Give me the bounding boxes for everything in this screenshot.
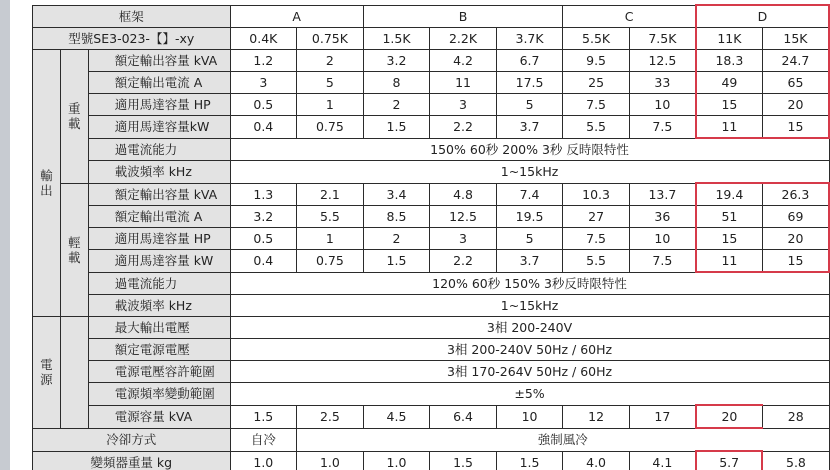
value-cell: 5: [297, 72, 364, 94]
value-cell: 1.0: [230, 451, 297, 470]
value-cell: 0.5: [230, 94, 297, 116]
value-cell: 4.1: [629, 451, 696, 470]
row-label: 適用馬達容量 HP: [88, 94, 230, 116]
value-cell: 1: [297, 228, 364, 250]
merged-value: ±5%: [230, 383, 829, 406]
row-label: 額定輸出電流 A: [88, 206, 230, 228]
merged-value: 3相 200-240V 50Hz / 60Hz: [230, 339, 829, 361]
value-cell: 8: [363, 72, 430, 94]
value-cell: 5.7: [696, 451, 763, 470]
value-cell: 19.5: [496, 206, 563, 228]
value-cell: 33: [629, 72, 696, 94]
value-cell: 36: [629, 206, 696, 228]
table-row: [33, 428, 830, 451]
value-cell: 15: [696, 94, 763, 116]
value-cell: 1.5: [430, 451, 497, 470]
value-cell: 1.5: [230, 405, 297, 428]
frame-label: 框架: [33, 5, 231, 28]
table-row: [33, 138, 830, 161]
value-cell: 18.3: [696, 50, 763, 72]
value-cell: 7.5: [629, 250, 696, 273]
value-cell: 8.5: [363, 206, 430, 228]
table-row: [33, 72, 830, 94]
model-cell: 1.5K: [363, 28, 430, 50]
merged-value: 120% 60秒 150% 3秒反時限特性: [230, 272, 829, 295]
value-cell: 2.2: [430, 250, 497, 273]
model-cell: 0.4K: [230, 28, 297, 50]
value-cell: 12.5: [430, 206, 497, 228]
value-cell: 1: [297, 94, 364, 116]
row-label: 額定輸出電流 A: [88, 72, 230, 94]
row-label: 電源容量 kVA: [88, 405, 230, 428]
value-cell: 10: [629, 94, 696, 116]
row-label: 最大輸出電壓: [88, 317, 230, 339]
value-cell: 10: [629, 228, 696, 250]
value-cell: 7.5: [629, 116, 696, 139]
vertical-label-char: 源: [40, 372, 53, 388]
value-cell: 1.5: [363, 250, 430, 273]
value-cell: 6.4: [430, 405, 497, 428]
vertical-label-char: 輸: [40, 168, 53, 183]
table-row: [33, 451, 830, 470]
value-cell: 0.5: [230, 228, 297, 250]
value-cell: 12.5: [629, 50, 696, 72]
row-label: 額定輸出容量 kVA: [88, 183, 230, 206]
value-cell: 1.3: [230, 183, 297, 206]
merged-value: 3相 200-240V: [230, 317, 829, 339]
spec-table: [32, 4, 830, 470]
row-label: 過電流能力: [88, 272, 230, 295]
value-cell: 13.7: [629, 183, 696, 206]
value-cell: 3.7: [496, 250, 563, 273]
value-cell: 49: [696, 72, 763, 94]
row-label: 適用馬達容量 HP: [88, 228, 230, 250]
value-cell: 27: [563, 206, 630, 228]
value-cell: 1.0: [297, 451, 364, 470]
row-label: 載波頻率 kHz: [88, 295, 230, 317]
row-label: 適用馬達容量kW: [88, 116, 230, 139]
value-cell: 12: [563, 405, 630, 428]
value-cell: 11: [696, 116, 763, 139]
table-row: [33, 295, 830, 317]
model-cell: 0.75K: [297, 28, 364, 50]
cooling-forced: 強制風冷: [297, 428, 829, 451]
vertical-label-char: 載: [68, 249, 81, 265]
value-cell: 0.4: [230, 250, 297, 273]
value-cell: 2.2: [430, 116, 497, 139]
value-cell: 4.0: [563, 451, 630, 470]
table-row: [33, 339, 830, 361]
model-cell: 5.5K: [563, 28, 630, 50]
value-cell: 26.3: [762, 183, 829, 206]
value-cell: 11: [696, 250, 763, 273]
table-row: [33, 94, 830, 116]
merged-value: 1~15kHz: [230, 161, 829, 184]
table-row: [33, 228, 830, 250]
merged-value: 1~15kHz: [230, 295, 829, 317]
cooling-label: 冷卻方式: [33, 428, 231, 451]
weight-label: 變頻器重量 kg: [33, 451, 231, 470]
value-cell: 24.7: [762, 50, 829, 72]
table-row: [33, 317, 830, 339]
value-cell: 2: [297, 50, 364, 72]
value-cell: 17: [629, 405, 696, 428]
value-cell: 1.2: [230, 50, 297, 72]
table-row: [33, 50, 830, 72]
value-cell: 4.2: [430, 50, 497, 72]
value-cell: 20: [696, 405, 763, 428]
table-row: [33, 206, 830, 228]
vertical-label-char: 重: [68, 101, 81, 117]
value-cell: 0.75: [297, 250, 364, 273]
value-cell: 5.8: [762, 451, 829, 470]
value-cell: 5: [496, 94, 563, 116]
value-cell: 5.5: [297, 206, 364, 228]
vertical-label-char: 出: [40, 183, 53, 198]
vertical-label-char: 電: [40, 357, 53, 373]
row-label: 額定電源電壓: [88, 339, 230, 361]
value-cell: 2: [363, 228, 430, 250]
value-cell: 5: [496, 228, 563, 250]
value-cell: 7.5: [563, 228, 630, 250]
model-cell: 15K: [762, 28, 829, 50]
model-row: [33, 28, 830, 50]
value-cell: 15: [762, 116, 829, 139]
light-duty-label: [60, 183, 88, 317]
value-cell: 2.5: [297, 405, 364, 428]
value-cell: 3: [430, 94, 497, 116]
vertical-label-char: 載: [68, 116, 81, 132]
power-subsection-blank: [60, 317, 88, 429]
value-cell: 1.0: [363, 451, 430, 470]
frame-group-b: B: [363, 5, 563, 28]
value-cell: 51: [696, 206, 763, 228]
value-cell: 15: [696, 228, 763, 250]
value-cell: 20: [762, 228, 829, 250]
value-cell: 10.3: [563, 183, 630, 206]
value-cell: 3: [230, 72, 297, 94]
value-cell: 11: [430, 72, 497, 94]
value-cell: 5.5: [563, 250, 630, 273]
value-cell: 65: [762, 72, 829, 94]
frame-group-a: A: [230, 5, 363, 28]
vertical-label-char: 輕: [68, 234, 81, 250]
row-label: 過電流能力: [88, 138, 230, 161]
value-cell: 6.7: [496, 50, 563, 72]
value-cell: 0.4: [230, 116, 297, 139]
value-cell: 5.5: [563, 116, 630, 139]
value-cell: 3.4: [363, 183, 430, 206]
value-cell: 2.1: [297, 183, 364, 206]
model-cell: 2.2K: [430, 28, 497, 50]
value-cell: 7.4: [496, 183, 563, 206]
table-row: [33, 272, 830, 295]
value-cell: 28: [762, 405, 829, 428]
value-cell: 0.75: [297, 116, 364, 139]
value-cell: 3.2: [363, 50, 430, 72]
model-cell: 11K: [696, 28, 763, 50]
value-cell: 1.5: [363, 116, 430, 139]
value-cell: 17.5: [496, 72, 563, 94]
frame-group-c: C: [563, 5, 696, 28]
value-cell: 4.8: [430, 183, 497, 206]
value-cell: 19.4: [696, 183, 763, 206]
value-cell: 9.5: [563, 50, 630, 72]
row-label: 電源頻率變動範圍: [88, 383, 230, 406]
table-row: [33, 250, 830, 273]
table-row: [33, 405, 830, 428]
power-section-label: [33, 317, 61, 429]
value-cell: 2: [363, 94, 430, 116]
value-cell: 3.7: [496, 116, 563, 139]
model-cell: 3.7K: [496, 28, 563, 50]
spec-sheet: [10, 0, 830, 470]
value-cell: 69: [762, 206, 829, 228]
frame-row: [33, 5, 830, 28]
merged-value: 3相 170-264V 50Hz / 60Hz: [230, 361, 829, 383]
value-cell: 10: [496, 405, 563, 428]
row-label: 載波頻率 kHz: [88, 161, 230, 184]
table-row: [33, 116, 830, 139]
value-cell: 7.5: [563, 94, 630, 116]
cooling-self: 自冷: [230, 428, 297, 451]
table-row: [33, 383, 830, 406]
heavy-duty-label: [60, 50, 88, 184]
row-label: 適用馬達容量 kW: [88, 250, 230, 273]
table-row: [33, 161, 830, 184]
table-row: [33, 361, 830, 383]
merged-value: 150% 60秒 200% 3秒 反時限特性: [230, 138, 829, 161]
output-section-label: [33, 50, 61, 317]
value-cell: 4.5: [363, 405, 430, 428]
value-cell: 3: [430, 228, 497, 250]
value-cell: 3.2: [230, 206, 297, 228]
table-row: [33, 183, 830, 206]
row-label: 額定輸出容量 kVA: [88, 50, 230, 72]
value-cell: 25: [563, 72, 630, 94]
frame-group-d: D: [696, 5, 829, 28]
model-cell: 7.5K: [629, 28, 696, 50]
value-cell: 20: [762, 94, 829, 116]
row-label: 電源電壓容許範圍: [88, 361, 230, 383]
value-cell: 15: [762, 250, 829, 273]
model-label: 型號SE3-023-【】-xy: [33, 28, 231, 50]
value-cell: 1.5: [496, 451, 563, 470]
